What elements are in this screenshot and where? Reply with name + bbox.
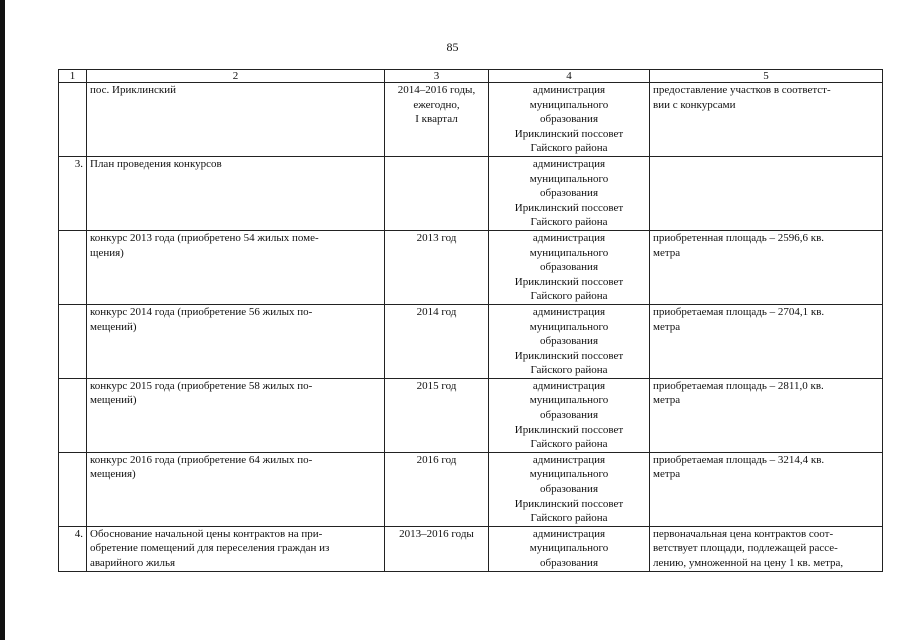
cell-executor (489, 378, 650, 452)
expected-result-line: вии с конкурсами (653, 98, 736, 111)
expected-result-line: лению, умноженной на цену 1 кв. метра, (653, 557, 844, 569)
executor-line: Гайского района (530, 142, 608, 155)
expected-result-line: приобретенная площадь – 2596,6 кв. (653, 231, 825, 244)
expected-result-line: метра (653, 394, 681, 407)
table-row (59, 83, 883, 157)
executor-line: образования (539, 261, 599, 274)
executor-line: образования (539, 557, 599, 569)
executor-line: образования (539, 187, 599, 200)
executor-line: Ириклинский поссовет (514, 201, 624, 214)
cell-expected-result (650, 378, 883, 452)
executor-line: образования (539, 335, 599, 348)
cell-period (385, 156, 489, 230)
cell-period (385, 526, 489, 571)
period-line: I квартал (415, 113, 458, 126)
executor-line: образования (539, 113, 599, 126)
cell-expected-result (650, 156, 883, 230)
column-header-1: 1 (59, 70, 87, 83)
activity-name-line: План проведения конкурсов (90, 157, 222, 170)
executor-line: муниципального (529, 172, 609, 185)
cell-executor (489, 452, 650, 526)
activity-name-line: конкурс 2013 года (приобретено 54 жилых поме- (90, 231, 319, 244)
executor-line: администрация (532, 305, 606, 318)
activity-name-line: обретение помещений для переселения граждан из (90, 542, 330, 555)
period-line: 2014 год (416, 305, 457, 318)
cell-activity-name (87, 230, 385, 304)
activity-name-line: конкурс 2015 года (приобретение 58 жилых по- (90, 379, 313, 392)
column-header-3: 3 (385, 70, 489, 83)
executor-line: Ириклинский поссовет (514, 349, 624, 362)
executor-line: образования (539, 483, 599, 496)
cell-period (385, 230, 489, 304)
column-number-row (59, 70, 883, 83)
expected-result-line: приобретаемая площадь – 2704,1 кв. (653, 305, 825, 318)
activity-name-line: аварийного жилья (90, 557, 176, 569)
cell-period (385, 83, 489, 157)
cell-executor (489, 304, 650, 378)
activity-name-line: мещений) (90, 394, 137, 407)
executor-line: муниципального (529, 542, 609, 555)
activity-name-line: Обоснование начальной цены контрактов на при- (90, 527, 323, 540)
cell-row-number (59, 304, 87, 378)
period-line: 2013 год (416, 231, 457, 244)
activity-name-line: пос. Ириклинский (90, 84, 176, 96)
expected-result-line: первоначальная цена контрактов соот- (653, 527, 834, 540)
executor-line: Гайского района (530, 438, 608, 451)
cell-activity-name (87, 526, 385, 571)
table-row (59, 304, 883, 378)
column-header-2: 2 (87, 70, 385, 83)
cell-executor (489, 230, 650, 304)
cell-period (385, 378, 489, 452)
executor-line: Ириклинский поссовет (514, 423, 624, 436)
executor-line: образования (539, 409, 599, 422)
executor-line: Ириклинский поссовет (514, 127, 624, 140)
cell-executor (489, 83, 650, 157)
cell-activity-name (87, 378, 385, 452)
activity-name-line: конкурс 2016 года (приобретение 64 жилых по- (90, 453, 313, 466)
cell-activity-name (87, 304, 385, 378)
cell-row-number (59, 452, 87, 526)
expected-result-line: приобретаемая площадь – 3214,4 кв. (653, 453, 825, 466)
executor-line: муниципального (529, 468, 609, 481)
cell-executor (489, 156, 650, 230)
executor-line: Ириклинский поссовет (514, 275, 624, 288)
period-line: 2013–2016 годы (399, 527, 474, 540)
executor-line: администрация (532, 379, 606, 392)
page-edge-bar (0, 0, 5, 640)
expected-result-line: предоставление участков в соответст- (653, 84, 831, 96)
period-line: 2015 год (416, 379, 457, 392)
executor-line: Гайского района (530, 290, 608, 303)
activity-name-line: щения) (90, 246, 124, 259)
expected-result-line: метра (653, 468, 681, 481)
executor-line: Гайского района (530, 512, 608, 525)
cell-expected-result (650, 526, 883, 571)
executor-line: Гайского района (530, 216, 608, 229)
cell-row-number: 4. (59, 526, 87, 571)
executor-line: Ириклинский поссовет (514, 497, 624, 510)
cell-expected-result (650, 452, 883, 526)
cell-activity-name (87, 83, 385, 157)
expected-result-line: приобретаемая площадь – 2811,0 кв. (653, 379, 824, 392)
table-row (59, 156, 883, 230)
executor-line: администрация (532, 157, 606, 170)
executor-line: муниципального (529, 98, 609, 111)
period-line: 2016 год (416, 453, 457, 466)
executor-line: муниципального (529, 394, 609, 407)
activity-name-line: мещения) (90, 468, 136, 481)
cell-row-number: 3. (59, 156, 87, 230)
table-row (59, 526, 883, 571)
cell-period (385, 452, 489, 526)
column-header-4: 4 (489, 70, 650, 83)
cell-row-number (59, 378, 87, 452)
cell-activity-name (87, 452, 385, 526)
expected-result-line: метра (653, 320, 681, 333)
executor-line: муниципального (529, 320, 609, 333)
page-number: 85 (446, 40, 459, 54)
executor-line: муниципального (529, 246, 609, 259)
executor-line: администрация (532, 84, 606, 96)
executor-line: Гайского района (530, 364, 608, 377)
cell-row-number (59, 83, 87, 157)
cell-activity-name (87, 156, 385, 230)
column-header-5: 5 (650, 70, 883, 83)
table-row (59, 452, 883, 526)
table-row (59, 378, 883, 452)
table-row (59, 230, 883, 304)
activity-name-line: мещений) (90, 320, 137, 333)
expected-result-line: метра (653, 246, 681, 259)
expected-result-line: ветствует площади, подлежащей рассе- (653, 542, 838, 555)
activity-name-line: конкурс 2014 года (приобретение 56 жилых по- (90, 305, 313, 318)
executor-line: администрация (532, 231, 606, 244)
cell-period (385, 304, 489, 378)
program-table (58, 69, 883, 572)
cell-executor (489, 526, 650, 571)
cell-row-number (59, 230, 87, 304)
executor-line: администрация (532, 527, 606, 540)
period-line: ежегодно, (413, 98, 460, 111)
period-line: 2014–2016 годы, (397, 84, 476, 96)
executor-line: администрация (532, 453, 606, 466)
cell-expected-result (650, 83, 883, 157)
cell-expected-result (650, 304, 883, 378)
cell-expected-result (650, 230, 883, 304)
